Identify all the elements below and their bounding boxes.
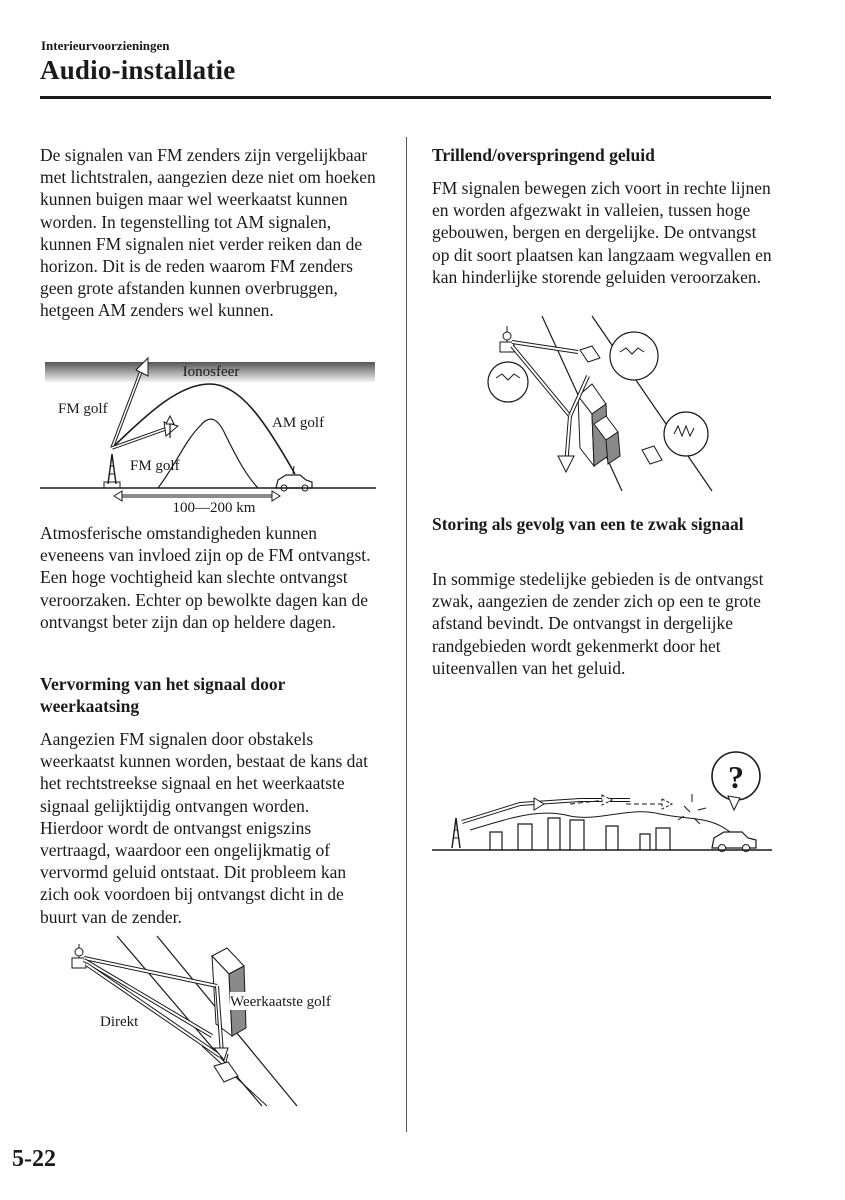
antenna-icon xyxy=(72,944,86,968)
figure-weak-signal xyxy=(430,748,775,858)
intro-paragraph: De signalen van FM zenders zijn vergelijkbaar met lichtstralen, aangezien deze niet om hoeken kunnen buigen maar wel weerkaatst kunnen worden. In tegenstelling tot AM signalen, kunnen FM signalen niet verder reiken dan de horizon. Dit is de reden waarom FM zenders geen grote afstanden kunnen overbruggen, hetgeen AM zenders wel kunnen. xyxy=(40,145,376,321)
reflected-wave-label: Weerkaatste golf xyxy=(230,994,331,1010)
weak-signal-paragraph: In sommige stedelijke gebieden is de ontvangst zwak, aangezien de zender zich op een te grote afstand bevindt. De ontvangst in dergelijke randgebieden wordt gekenmerkt door het uiteenvallen van het geluid. xyxy=(432,569,764,678)
fm-wave-label-top: FM golf xyxy=(58,401,108,417)
transmitter-tower-icon xyxy=(452,818,460,848)
noise-bubble xyxy=(488,362,528,402)
question-mark: ? xyxy=(728,759,744,795)
distortion-heading: Vervorming van het signaal door weerkaatsing xyxy=(40,674,286,716)
column-divider xyxy=(406,137,407,1132)
question-bubble xyxy=(712,752,760,810)
flutter-paragraph: FM signalen bewegen zich voort in rechte lijnen en worden afgezwakt in valleien, tussen hoge gebouwen, bergen en dergelijke. De ontvangst op dit soort plaatsen kan langzaam wegvallen en kan hinderlijke storende geluiden veroorzaken. xyxy=(432,178,772,287)
noise-bubble xyxy=(664,412,708,456)
car-icon xyxy=(712,832,756,852)
weak-signal-heading: Storing als gevolg van een te zwak signaal xyxy=(432,514,744,534)
figure-multipath-reflection xyxy=(62,936,362,1106)
figure-fm-am-propagation xyxy=(40,356,380,516)
distortion-paragraph: Aangezien FM signalen door obstakels weerkaatst kunnen worden, bestaat de kans dat het rechtstreekse signaal en het weerkaatste signaal gelijktijdig ontvangen worden. Hierdoor wordt de ontvangst enigszins vertraagd, waardoor een ongelijkmatig of vervormd geluid ontstaat. Dit probleem kan zich ook voordoen bij ontvangst dicht in de buurt van de zender. xyxy=(40,729,369,927)
direct-wave-label: Direkt xyxy=(100,1014,139,1030)
noise-bubble xyxy=(610,332,658,380)
atmosphere-paragraph: Atmosferische omstandigheden kunnen eveneens van invloed zijn op de FM ontvangst. Een hoge vochtigheid kan slechte ontvangst veroorzaken. Echter op bewolkte dagen kan de ontvangst beter zijn dan op heldere dagen. xyxy=(40,523,371,632)
building-icon xyxy=(578,384,620,466)
city-skyline xyxy=(490,818,670,850)
ionosphere-label: Ionosfeer xyxy=(182,364,240,380)
distance-label: 100—200 km xyxy=(172,500,256,516)
car-icon xyxy=(642,446,662,464)
page-number: 5-22 xyxy=(12,1146,56,1172)
transmitter-tower-icon xyxy=(104,454,120,488)
title-rule xyxy=(40,96,771,99)
flutter-heading: Trillend/overspringend geluid xyxy=(432,145,655,165)
figure-flutter-interference xyxy=(482,316,722,496)
section-label: Interieurvoorzieningen xyxy=(41,38,170,53)
page-title: Audio-installatie xyxy=(40,55,236,85)
car-icon xyxy=(214,1054,238,1082)
car-icon xyxy=(580,346,600,362)
am-wave-label: AM golf xyxy=(272,415,325,431)
fm-wave-label-bottom: FM golf xyxy=(130,458,180,474)
